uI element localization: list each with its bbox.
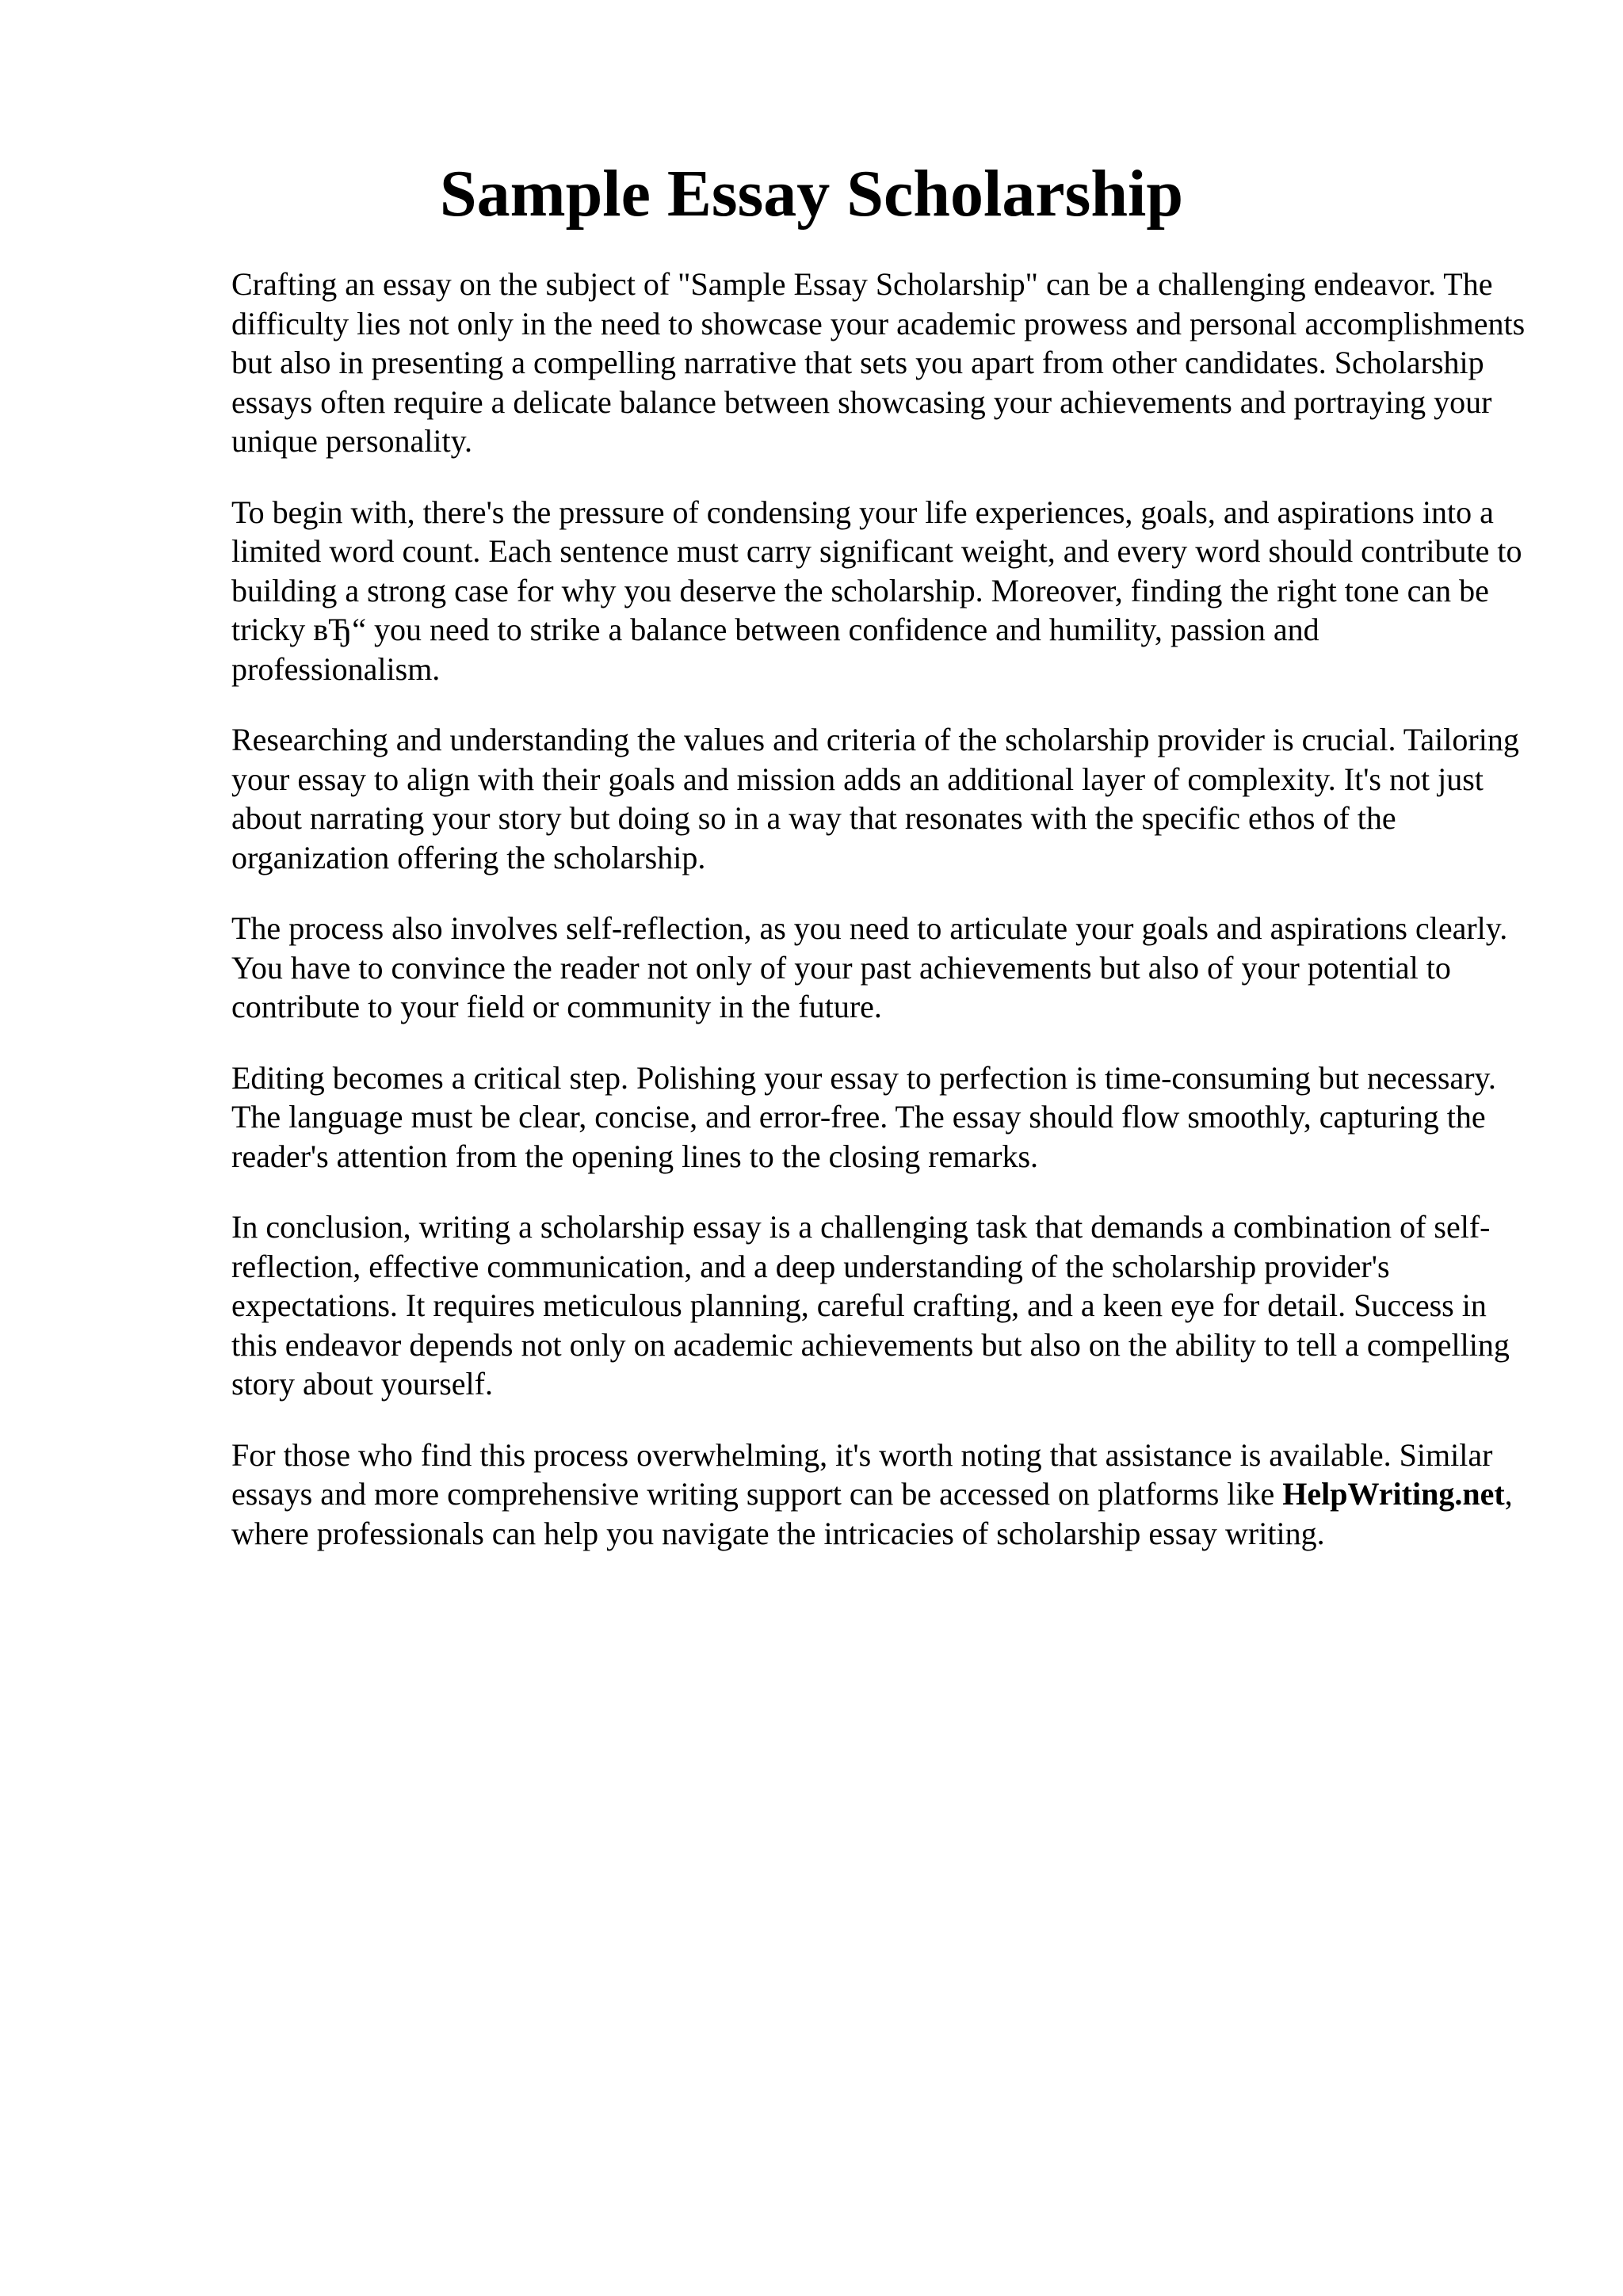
paragraph-6: In conclusion, writing a scholarship essay is a challenging task that demands a combination of self-reflection, effective communication, and a deep understanding of the scholarship provider's expectations. It requires meticulous planning, careful crafting, and a keen eye for detail. Success in this endeavor depends not only on academic achievements but also on the ability to tell a compelling story about yourself. <box>231 1209 1510 1402</box>
paragraph-7-lead-text: For those who find this process overwhelming, it's worth noting that assistance is available. Similar essays and more comprehensive writing support can be accessed on platforms like <box>231 1436 1493 1512</box>
paragraph-2: To begin with, there's the pressure of condensing your life experiences, goals, and aspirations into a limited word count. Each sentence must carry significant weight, and every word should contribute to building a strong case for why you deserve the scholarship. Moreover, finding the right tone can be tricky вЂ“ you need to strike a balance between confidence and humility, passion and professionalism. <box>231 494 1522 687</box>
paragraph-3: Researching and understanding the values and criteria of the scholarship provider is crucial. Tailoring your essay to align with their goals and mission adds an additional layer of complexity. It's not just about narrating your story but doing so in a way that resonates with the specific ethos of the organization offering the scholarship. <box>231 722 1519 875</box>
helpwriting-link[interactable]: HelpWriting.net <box>1282 1476 1505 1512</box>
paragraph-5: Editing becomes a critical step. Polishing your essay to perfection is time-consuming but necessary. The language must be clear, concise, and error-free. The essay should flow smoothly, capturing the reader's attention from the opening lines to the closing remarks. <box>231 1059 1496 1174</box>
paragraph-7-tail-text: , where professionals can help you navigate the intricacies of scholarship essay writing. <box>231 1476 1513 1551</box>
essay-body <box>231 265 1531 1585</box>
paragraph-4: The process also involves self-reflection, as you need to articulate your goals and aspirations clearly. You have to convince the reader not only of your past achievements but also of your potential to contribute to your field or community in the future. <box>231 910 1508 1024</box>
paragraph-1: Crafting an essay on the subject of "Sample Essay Scholarship" can be a challenging endeavor. The difficulty lies not only in the need to showcase your academic prowess and personal accomplishments but also in presenting a compelling narrative that sets you apart from other candidates. Scholarship essays often require a delicate balance between showcasing your achievements and portraying your unique personality. <box>231 266 1526 459</box>
page-title: Sample Essay Scholarship <box>439 157 1184 231</box>
paragraph-7 <box>231 1436 1531 1554</box>
